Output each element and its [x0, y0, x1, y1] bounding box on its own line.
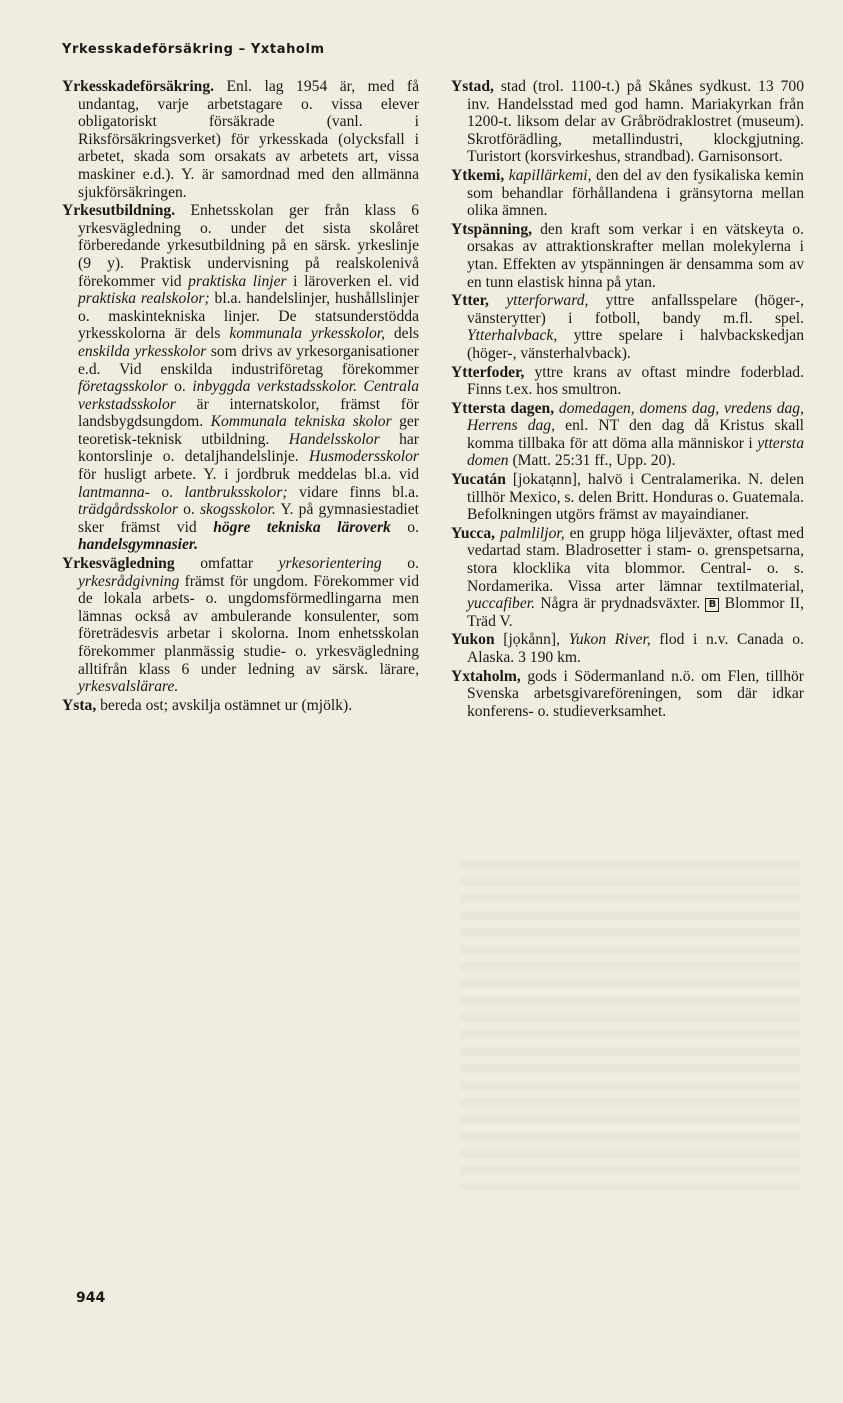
headword: Yxtaholm, [451, 667, 521, 685]
italic-term: kapillärkemi, [504, 166, 592, 184]
entry-text: en grupp höga liljeväxter, oftast med vedartad stam. Bladrosetter i stam- o. grenspetsarna, stora klocklika vita blommor. Central- o. s. Nordamerika. Vissa arter lämnar textilmaterial, [467, 524, 805, 595]
italic-term: Ytterhalvback, [467, 327, 558, 345]
entry-text: för husligt arbete. Y. i jordbruk meddelas bl.a. vid [78, 466, 419, 484]
entry-yxtaholm [451, 668, 804, 721]
entry-text: bereda ost; avskilja ostämnet ur (mjölk). [96, 696, 353, 714]
italic-term: yuccafiber. [467, 595, 535, 613]
entry-text: har kontorslinje o. detaljhandelslinje. [78, 430, 419, 466]
entry-ytter [451, 292, 804, 362]
headword: Yrkesutbildning. [62, 202, 176, 220]
entry-yttersta-dagen [451, 400, 804, 470]
headword: Ytspänning, [451, 220, 533, 238]
headword: Ytterfoder, [451, 363, 525, 381]
entry-text: gods i Södermanland n.ö. om Flen, tillhör Svenska arbetsgivareföreningen, som där idkar konferens- o. studieverksamhet. [467, 667, 804, 720]
entry-text: dels [385, 325, 419, 343]
headword: Yrkesskadeförsäkring. [62, 78, 215, 95]
entry-text: o. [390, 518, 419, 536]
entry-text: som drivs av yrkesorganisationer e.d. Vid enskilda industriföretag förekommer [78, 342, 419, 378]
entry-text: yttre spelare i halvbackskedjan (höger-, vänsterhalvback). [467, 327, 804, 362]
entry-text: i läroverken el. vid [286, 272, 419, 290]
entry-text: stad (trol. 1100-t.) på Skånes sydkust. 13 700 inv. Handelsstad med god hamn. Mariakyrkan från 1200-t. liksom delar av Gråbrödraklostret (museum). Skrotförädling, metallindustri, klockgjutning. Turistort (korsvirkeshus, strandbad). Garnisonsort. [467, 78, 804, 166]
entry-text: omfattar [174, 555, 279, 573]
headword: Yukon [451, 631, 495, 649]
show-through-shadow [460, 860, 800, 1190]
entry-text: o. [167, 378, 193, 396]
headword: Ystad, [451, 78, 494, 95]
entry-text: o. [149, 483, 185, 501]
entry-ytkemi [451, 167, 804, 220]
headword: Ytter, [451, 292, 489, 310]
entry-text: [jokatạnn], halvö i Centralamerika. N. delen tillhör Mexico, s. delen Britt. Honduras o. Guatemala. Befolkningen utgörs främst av mayaindianer. [467, 471, 804, 524]
italic-term: yrkesorientering [278, 555, 382, 573]
italic-term: yttersta domen [467, 434, 804, 470]
entry-text: [jọkånn], [494, 631, 569, 649]
entry-yrkesutbildning [62, 202, 419, 554]
italic-term: Kommunala tekniska skolor [210, 413, 392, 431]
entry-text: bl.a. handelslinjer, hushållslinjer o. maskintekniska linjer. De statsunderstödda yrkesskolorna är dels [78, 290, 419, 343]
running-head: Yrkesskadeförsäkring – Yxtaholm [62, 42, 325, 57]
italic-term: palmliljor, [495, 524, 565, 542]
italic-term: domedagen, domens dag, vredens dag, Herrens dag, [467, 399, 804, 435]
entry-ystad [451, 78, 804, 166]
italic-term: skogsskolor. [199, 501, 276, 519]
italic-term: företagsskolor [78, 378, 168, 396]
italic-term: Handelsskolor [288, 430, 380, 448]
headword: Yrkesvägledning [62, 555, 175, 573]
entry-ytterfoder [451, 364, 804, 399]
italic-term: yrkesvalslärare. [78, 678, 179, 696]
italic-term: handelsgymnasier. [78, 536, 199, 554]
italic-term: praktiska realskolor; [78, 290, 210, 308]
entry-text: flod i n.v. Canada o. Alaska. 3 190 km. [467, 631, 805, 666]
entry-ytspanning [451, 221, 804, 291]
entry-yrkesskadeforsakring [62, 78, 419, 201]
entry-text: den kraft som verkar i en vätskeyta o. orsakas av attraktionskrafter mellan molekylerna i ytan. Effekten av ytspänningen är densamma som av en tunn elastisk hinna på ytan. [467, 220, 804, 291]
entry-yucca [451, 525, 804, 631]
entry-text: Enhetsskolan ger från klass 6 yrkesvägledning o. under det sista skolåret förberedande yrkesutbildning på en särsk. yrkeslinje (9 y). Praktisk undervisning på realskolenivå förekommer vid [78, 202, 419, 290]
entry-ysta [62, 697, 419, 715]
plate-reference-icon: B [705, 598, 719, 612]
italic-term: yrkesrådgivning [78, 572, 180, 590]
entry-text: Blommor II, Träd V. [467, 595, 804, 630]
right-column [451, 78, 804, 721]
entry-text: den del av den fysikaliska kemin som behandlar förhållandena i gränsytorna mellan olika ämnen. [467, 166, 804, 220]
entry-text: vidare finns bl.a. [287, 483, 419, 501]
entry-text: yttre anfallsspelare (höger-, vänsterytter) i fotboll, bandy m.fl. spel. [467, 292, 804, 327]
entry-yrkesvagledning [62, 555, 419, 696]
italic-term: trädgårdsskolor [78, 501, 178, 519]
left-column [62, 78, 419, 715]
headword: Ytkemi, [451, 166, 505, 184]
italic-term: praktiska linjer [188, 272, 287, 290]
entry-text: o. [177, 501, 200, 519]
italic-term: lantmanna- [78, 483, 150, 501]
italic-term: inbyggda verkstadsskolor. Centrala verkstadsskolor [78, 378, 419, 413]
entry-text: enl. NT den dag då Kristus skall komma tillbaka för att döma alla människor i [467, 417, 804, 452]
italic-term: Husmodersskolor [308, 448, 419, 466]
headword: Yucca, [451, 524, 496, 542]
headword: Ysta, [62, 696, 97, 714]
entry-text: (Matt. 25:31 ff., Upp. 20). [508, 452, 676, 470]
italic-term: kommunala yrkesskolor, [229, 325, 385, 343]
italic-term: ytterforward, [488, 292, 589, 310]
entry-text: främst för ungdom. Förekommer vid de lokala arbets- o. ungdomsförmedlingarna men lämnas också av ambulerande konsulenter, som företrädesvis arbetar i skolorna. Inom enhetsskolan förekommer planmässig studie- o. yrkesvägledning alltifrån klass 6 under ledning av särsk. lärare, [78, 572, 419, 678]
entry-text: o. [381, 555, 419, 573]
entry-text: Y. på gymnasiestadiet sker främst vid [78, 501, 419, 536]
headword: Yucatán [451, 471, 506, 489]
entry-text: ger teoretisk-teknisk utbildning. [78, 413, 419, 448]
entry-text: Några är prydnadsväxter. [534, 595, 706, 613]
italic-term: lantbruksskolor; [184, 483, 288, 501]
italic-term: enskilda yrkesskolor [78, 342, 207, 360]
italic-term: Yukon River, [568, 631, 651, 649]
headword: Yttersta dagen, [451, 399, 555, 417]
entry-text: är internatskolor, främst för landsbygdsungdom. [78, 395, 419, 431]
entry-yucatan [451, 471, 804, 524]
italic-term: högre tekniska läroverk [213, 518, 391, 536]
entry-text: yttre krans av oftast mindre foderblad. Finns t.ex. hos smultron. [467, 363, 804, 399]
entry-yukon [451, 631, 804, 666]
page-number: 944 [76, 1290, 106, 1306]
entry-text: Enl. lag 1954 är, med få undantag, varje arbetstagare o. vissa elever obligatoriskt försäkrade (vanl. i Riksförsäkringsverket) för yrkesskada (olycksfall i arbetet, skada som orsakats av arbetets art, vissa maskiner e.d.). Y. är samordnad med den allmänna sjukförsäkringen. [78, 78, 419, 201]
